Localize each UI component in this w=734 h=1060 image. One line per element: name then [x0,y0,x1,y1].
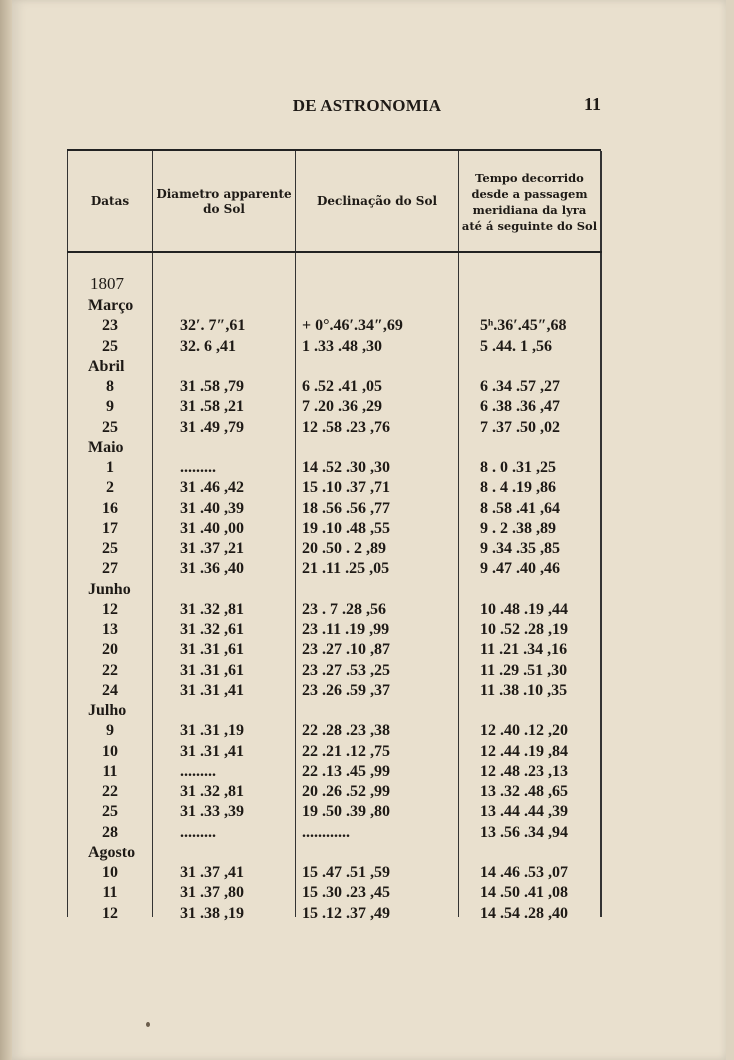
date-cell: 22 [102,783,118,800]
diametro-cell: 31 .31 ,41 [180,742,244,760]
tempo-cell: 8 . 0 .31 ,25 [480,459,556,476]
diametro-cell: ......... [180,823,216,841]
month-label: Junho [88,580,131,598]
diametro-cell: 31 .31 ,19 [180,722,244,740]
table-row [68,802,600,822]
diametro-cell: 31 .37 ,41 [180,864,244,881]
diametro-cell: 31 .58 ,79 [180,378,244,395]
date-cell: 17 [102,519,118,537]
tempo-cell: 14 .50 .41 ,08 [480,884,568,902]
declinacao-cell: 15 .10 .37 ,71 [302,479,390,497]
table-row [68,640,600,660]
month-label: Março [88,297,134,314]
diametro-cell: ......... [180,459,216,476]
declinacao-cell: 18 .56 .56 ,77 [302,499,390,517]
tempo-cell: 14 .46 .53 ,07 [480,864,568,881]
tempo-cell: 8 . 4 .19 ,86 [480,479,556,497]
month-row [68,701,600,721]
diametro-cell: 31 .46 ,42 [180,479,244,497]
declinacao-cell: 23 . 7 .28 ,56 [302,600,386,618]
declinacao-cell: 23 .27 .53 ,25 [302,661,390,679]
tempo-cell: 9 .47 .40 ,46 [480,560,560,578]
book-gutter [0,0,12,1060]
declinacao-cell: 22 .21 .12 ,75 [302,742,390,760]
declinacao-cell: 23 .26 .59 ,37 [302,681,390,699]
date-cell: 10 [102,864,118,881]
date-cell: 25 [102,803,118,821]
table-row [68,721,600,741]
running-head: DE ASTRONOMIA [292,96,442,115]
table-row [68,337,600,357]
tempo-cell: 12 .44 .19 ,84 [480,742,568,760]
table-row [68,782,600,802]
table-row [68,478,600,498]
declinacao-cell: 21 .11 .25 ,05 [302,560,390,578]
diametro-cell: 31 .40 ,39 [180,499,244,517]
declinacao-cell: + 0°.46′.34″,69 [302,317,403,335]
declinacao-cell: 22 .28 .23 ,38 [302,722,390,740]
month-row [68,843,600,863]
diametro-cell: 31 .31 ,61 [180,661,244,679]
month-row [68,357,600,377]
page-number: 11 [584,94,602,114]
table-row [68,418,600,438]
diametro-cell: 31 .36 ,40 [180,560,244,578]
month-row [68,580,600,600]
month-row [68,438,600,458]
table-row [68,519,600,539]
tempo-cell: 9 . 2 .38 ,89 [480,519,556,537]
diametro-cell: 32′. 7″,61 [180,317,246,335]
date-cell: 20 [102,641,118,659]
header-declinacao: Declinação do Sol [316,194,438,208]
table-row [68,600,600,620]
tempo-cell: 13 .56 .34 ,94 [480,823,568,841]
declinacao-cell: 15 .30 .23 ,45 [302,884,390,902]
table-row [68,661,600,681]
diametro-cell: 31 .37 ,80 [180,884,244,902]
date-cell: 8 [106,378,114,395]
tempo-cell: 12 .40 .12 ,20 [480,722,568,740]
date-cell: 9 [106,398,114,416]
declinacao-cell: 1 .33 .48 ,30 [302,337,382,355]
month-label: Maio [88,438,124,456]
tempo-cell: 11 .38 .10 ,35 [480,681,568,699]
diametro-cell: 31 .58 ,21 [180,398,244,416]
diametro-cell: ......... [180,762,216,780]
diametro-cell: 31 .33 ,39 [180,803,244,821]
declinacao-cell: 14 .52 .30 ,30 [302,459,390,476]
table-row [68,458,600,478]
date-cell: 11 [102,884,118,902]
declinacao-cell: 15 .47 .51 ,59 [302,864,390,881]
tempo-cell: 6 .38 .36 ,47 [480,398,560,416]
month-label: Julho [88,702,127,719]
table-row [68,499,600,519]
table-row [68,823,600,843]
declinacao-cell: 23 .27 .10 ,87 [302,641,390,659]
date-cell: 12 [102,600,118,618]
diametro-cell: 31 .40 ,00 [180,519,244,537]
header-diametro: Diametro apparente do Sol [156,186,292,216]
diametro-cell: 31 .31 ,61 [180,641,244,659]
table-row [68,863,600,883]
declinacao-cell: 22 .13 .45 ,99 [302,762,390,780]
date-cell: 24 [102,681,118,699]
table-rows [68,296,600,924]
table-row [68,904,600,924]
date-cell: 9 [106,722,114,740]
date-cell: 10 [102,742,118,760]
table-row [68,316,600,336]
month-row [68,296,600,316]
diametro-cell: 31 .32 ,81 [180,783,244,800]
declinacao-cell: 15 .12 .37 ,49 [302,904,390,922]
date-cell: 25 [102,540,118,557]
tempo-cell: 11 .29 .51 ,30 [480,661,568,679]
date-cell: 22 [102,661,118,679]
declinacao-cell: 7 .20 .36 ,29 [302,398,382,416]
date-cell: 28 [102,823,118,841]
date-cell: 23 [102,317,118,335]
diametro-cell: 32. 6 ,41 [180,337,236,355]
date-cell: 12 [102,904,118,922]
date-cell: 16 [102,499,118,517]
tempo-cell: 5ʰ.36′.45″,68 [480,317,567,335]
declinacao-cell: 20 .50 . 2 ,89 [302,540,386,557]
declinacao-cell: 20 .26 .52 ,99 [302,783,390,800]
header-rule [67,251,602,253]
tempo-cell: 7 .37 .50 ,02 [480,418,560,436]
table-row [68,742,600,762]
declinacao-cell: 6 .52 .41 ,05 [302,378,382,395]
diametro-cell: 31 .32 ,81 [180,600,244,618]
header-tempo: Tempo decorrido desde a passagem meridiana da lyra até á seguinte do Sol [461,170,598,233]
table-row [68,681,600,701]
diametro-cell: 31 .32 ,61 [180,621,244,638]
diametro-cell: 31 .49 ,79 [180,418,244,436]
tempo-cell: 10 .52 .28 ,19 [480,621,568,638]
year-label: 1807 [90,274,124,293]
date-cell: 11 [102,762,118,780]
tempo-cell: 9 .34 .35 ,85 [480,540,560,557]
table-row [68,762,600,782]
tempo-cell: 6 .34 .57 ,27 [480,378,560,395]
month-label: Agosto [88,843,136,861]
date-cell: 13 [102,621,118,638]
declinacao-cell: 12 .58 .23 ,76 [302,418,390,436]
date-cell: 25 [102,418,118,436]
month-label: Abril [88,357,125,375]
year-row [68,274,600,296]
table-row [68,539,600,559]
tempo-cell: 8 .58 .41 ,64 [480,499,560,517]
date-cell: 2 [106,479,114,497]
declinacao-cell: 19 .50 .39 ,80 [302,803,390,821]
date-cell: 27 [102,560,118,578]
diametro-cell: 31 .38 ,19 [180,904,244,922]
tempo-cell: 14 .54 .28 ,40 [480,904,568,922]
table-row [68,559,600,579]
tempo-cell: 13 .44 .44 ,39 [480,803,568,821]
declinacao-cell: 23 .11 .19 ,99 [302,621,390,638]
table-row [68,377,600,397]
date-cell: 25 [102,337,118,355]
table-body [68,274,600,924]
diametro-cell: 31 .31 ,41 [180,681,244,699]
tempo-cell: 11 .21 .34 ,16 [480,641,568,659]
declinacao-cell: 19 .10 .48 ,55 [302,519,390,537]
diametro-cell: 31 .37 ,21 [180,540,244,557]
tempo-cell: 5 .44. 1 ,56 [480,337,552,355]
header-datas: Datas [90,194,130,208]
declinacao-cell: ............ [302,823,350,841]
table-row [68,620,600,640]
table-row [68,883,600,903]
tempo-cell: 13 .32 .48 ,65 [480,783,568,800]
tempo-cell: 12 .48 .23 ,13 [480,762,568,780]
tempo-cell: 10 .48 .19 ,44 [480,600,568,618]
date-cell: 1 [106,459,114,476]
table-row [68,397,600,417]
ink-spot [146,1022,150,1027]
table-rule-right [600,151,602,917]
